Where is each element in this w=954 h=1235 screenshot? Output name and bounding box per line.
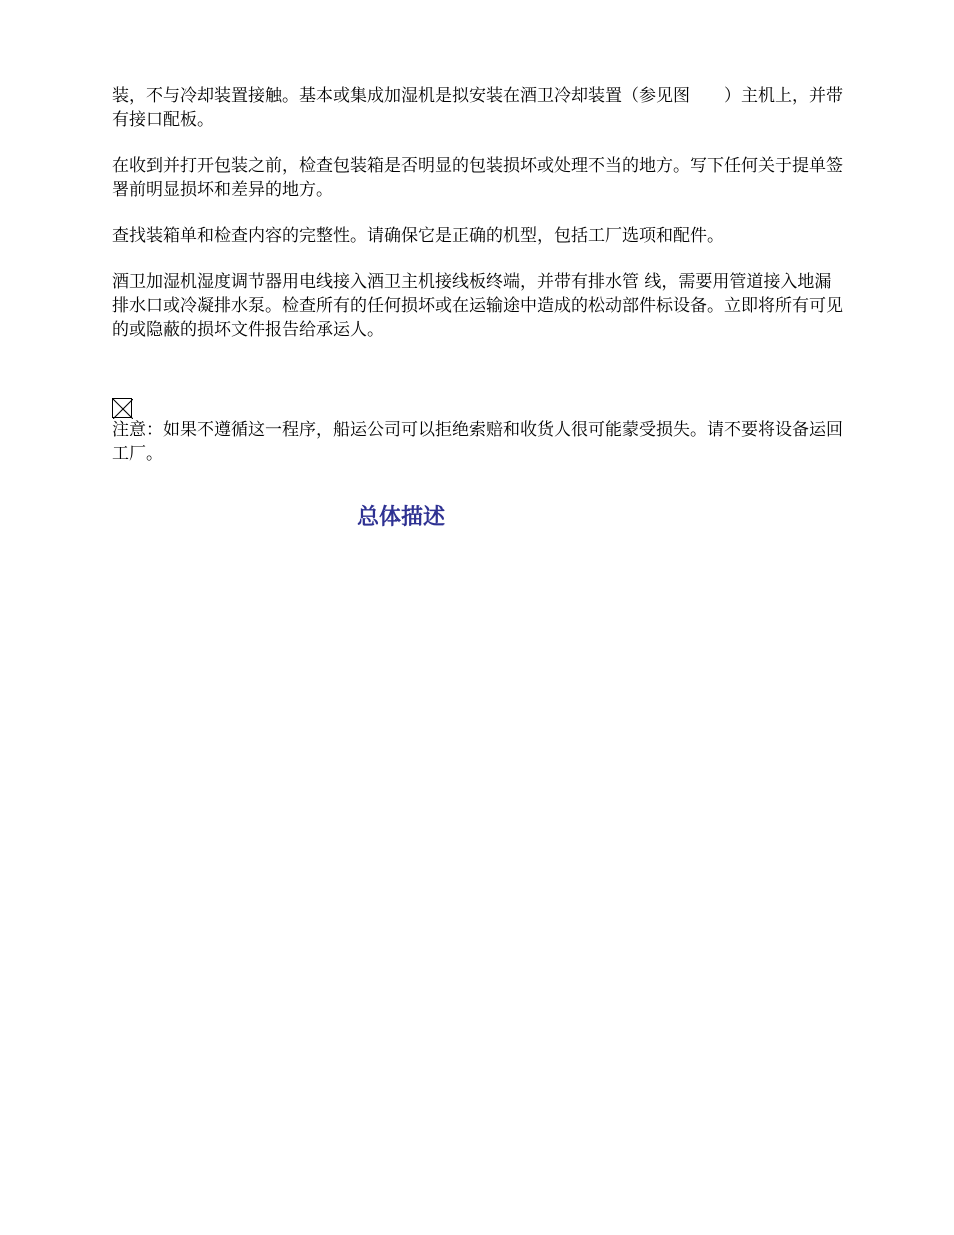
section-title: 总体描述 xyxy=(357,505,446,530)
note-paragraph: 注意：如果不遵循这一程序，船运公司可以拒绝索赔和收货人很可能蒙受损失。请不要将设备运回工厂。 xyxy=(112,420,843,464)
broken-image-icon-graphic xyxy=(113,399,133,419)
paragraph-1: 装，不与冷却装置接触。基本或集成加湿机是拟安装在酒卫冷却装置（参见图 ）主机上，并带有接口配板。 xyxy=(112,86,843,130)
spacer xyxy=(112,364,846,398)
paragraph-3: 查找装箱单和检查内容的完整性。请确保它是正确的机型，包括工厂选项和配件。 xyxy=(112,226,724,246)
paragraph-4: 酒卫加湿机湿度调节器用电线接入酒卫主机接线板终端，并带有排水管 线，需要用管道接入地漏排水口或冷凝排水泵。检查所有的任何损坏或在运输途中造成的松动部件标设备。立即将所有可见的或隐蔽的损坏文件报告给承运人。 xyxy=(112,272,843,340)
paragraph-2: 在收到并打开包装之前，检查包装箱是否明显的包装损坏或处理不当的地方。写下任何关于提单签署前明显损坏和差异的地方。 xyxy=(112,156,843,200)
document-page xyxy=(112,84,846,531)
broken-image-icon xyxy=(112,398,132,418)
